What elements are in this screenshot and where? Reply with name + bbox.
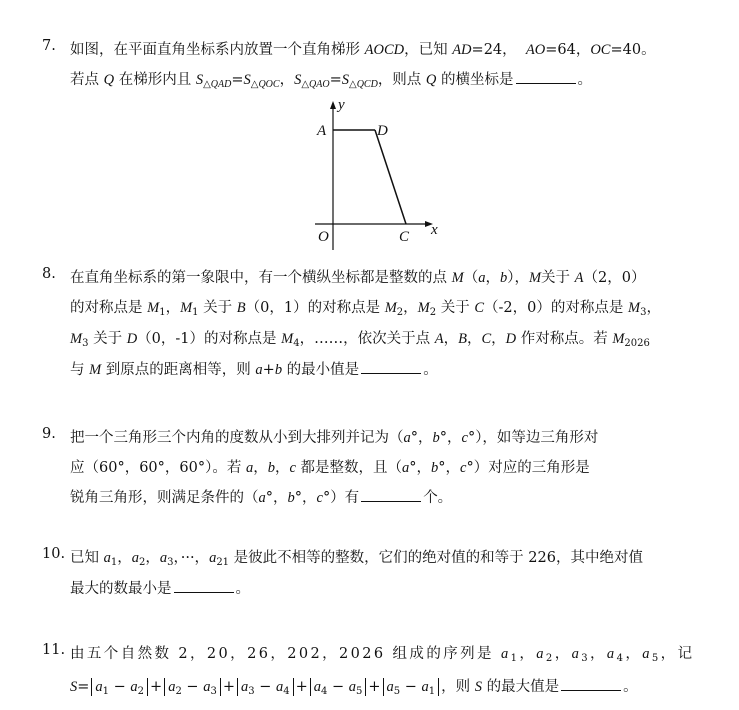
answer-blank[interactable] — [516, 71, 576, 84]
point-c-label: C — [399, 229, 410, 245]
question-8-line-1: 在直角坐标系的第一象限中，有一个横纵坐标都是整数的点 M（a，b），M关于 A（2，0） — [70, 270, 646, 286]
question-number: 11. — [42, 642, 66, 658]
question-number: 7. — [42, 38, 56, 54]
question-9-line-1: 把一个三角形三个内角的度数从小到大排列并记为（a°，b°，c°），如等边三角形对 — [70, 430, 599, 446]
question-number: 9. — [42, 426, 56, 442]
point-a-label: A — [317, 123, 327, 139]
answer-blank[interactable] — [361, 489, 421, 502]
answer-blank[interactable] — [561, 678, 621, 691]
trapezoid-figure — [305, 95, 445, 260]
question-10-line-2: 最大的数最小是 。 — [70, 581, 250, 597]
question-number: 10. — [42, 546, 66, 562]
question-10-line-1: 已知 $a_1$，$a_2$，$a_3$，···，$a_{21}$ 是彼此不相等的整数，它们的绝对值的和等于 226，其中绝对值 — [70, 550, 643, 568]
question-9-line-3: 锐角三角形，则满足条件的（a°，b°，c°）有 个。 — [70, 490, 453, 506]
point-d-label: D — [377, 123, 388, 139]
y-axis-label: y — [338, 97, 345, 113]
question-7-line-1: 如图，在平面直角坐标系内放置一个直角梯形 AOCD，已知 AD=24， AO=64，OC=40。 — [70, 42, 656, 58]
answer-blank[interactable] — [361, 361, 421, 374]
question-11-line-1: 由五个自然数 2，20，26，202，2026 组成的序列是 $a_1$，$a_2$，$a_3$，$a_4$，$a_5$，记 — [70, 646, 695, 664]
x-axis-label: x — [431, 222, 438, 238]
question-9-line-2: 应（60°，60°，60°）。若 a，b，c 都是整数，且（a°，b°，c°）对应的三角形是 — [70, 460, 590, 476]
question-11-line-2: $S= a_1 - a_2 + a_2 - a_3 + a_3 - a_4 + a_4 - a_5 + a_5 - a_1$ ，则 S 的最大值是 。 — [70, 679, 638, 697]
question-8-line-3: $M_3$ 关于 D（0，-1）的对称点是 $M_4$，……，依次关于点 A，B，C，D 作对称点。若 $M_{2026}$ — [70, 331, 650, 349]
question-8-line-4: 与 M 到原点的距离相等，则 a+b 的最小值是 。 — [70, 362, 438, 378]
answer-blank[interactable] — [174, 580, 234, 593]
origin-label: O — [318, 229, 329, 245]
question-number: 8. — [42, 266, 56, 282]
question-7-line-2: 若点 Q 在梯形内且 $S_{\triangle QAD}=S_{\triangle QOC}$，$S_{\triangle QAO}=S_{\triangle QCD}$，则点 Q 的横坐标是 。 — [70, 72, 593, 90]
question-8-line-2: 的对称点是 $M_1$，$M_1$ 关于 B（0，1）的对称点是 $M_2$，$M_2$ 关于 C（-2，0）的对称点是 $M_3$， — [70, 300, 661, 318]
